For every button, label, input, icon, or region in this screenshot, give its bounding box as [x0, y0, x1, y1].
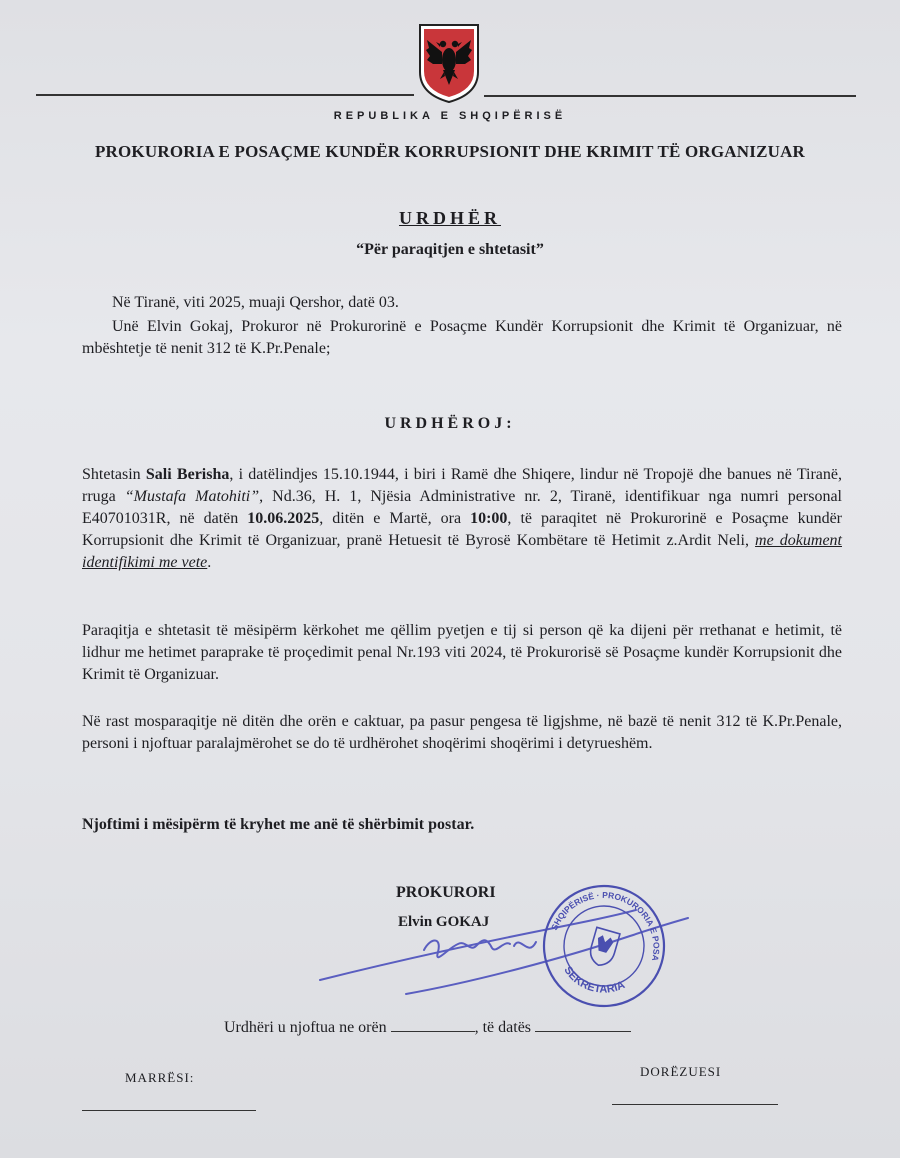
warning-paragraph: Në rast mosparaqitje në ditën dhe orën e caktuar, pa pasur pengesa të ligjshme, në bazë të nenit 312 të K.Pr.Penale, personi i njoftuar paralajmërohet se do të urdhërohet shoqërimi shoqërimi i detyrueshëm.: [82, 713, 842, 752]
purpose-paragraph: Paraqitja e shtetasit të mësipërm kërkohet me qëllim pyetjen e tij si person që ka dijeni për rrethanat e hetimit, të lidhur me hetimet paraprake të proçedimit penal Nr.193 viti 2024, të Prokurorisë së Posaçme kundër Korrupsionit dhe Krimit të Organizuar.: [82, 622, 842, 683]
order-paragraph: [82, 464, 842, 574]
notification-time-blank: [391, 1016, 475, 1032]
id-document-note: me dokument identifikimi me vete: [82, 532, 842, 571]
notification-text-date: , të datës: [474, 1019, 536, 1036]
prosecutor-name: Elvin GOKAJ: [398, 914, 490, 930]
stamp-top-text: SHQIPËRISË · PROKURORIA E POSAÇME: [549, 889, 662, 962]
republic-label: REPUBLIKA E SHQIPËRISË: [333, 110, 567, 122]
place-and-date: Në Tiranë, viti 2025, muaji Qershor, datë 03.: [112, 294, 399, 311]
postal-notice: Njoftimi i mësipërm të kryhet me anë të shërbimit postar.: [82, 816, 475, 833]
ordain-heading: URDHËROJ:: [384, 415, 516, 432]
deliverer-label: DORËZUESI: [640, 1064, 722, 1079]
street-name: “Mustafa Matohiti”: [124, 488, 260, 505]
order-text-part: , ditën e Martë, ora: [319, 510, 471, 527]
order-text-part: , Nd.36, H. 1, Njësia Administrative nr. 2, Tiranë, identifikuar nga numri personal E40701031R, në datën: [82, 488, 842, 527]
albanian-eagle-emblem-icon: [416, 22, 482, 104]
notification-date-blank: [535, 1016, 631, 1032]
receiver-signature-line: [82, 1110, 256, 1111]
appearance-time: 10:00: [470, 510, 508, 527]
deliverer-signature-line: [612, 1104, 778, 1105]
prosecutor-title: PROKURORI: [396, 884, 496, 901]
intro-paragraph: Unë Elvin Gokaj, Prokuror në Prokurorinë e Posaçme Kundër Korrupsionit dhe Krimit të Organizuar, në mbështetje të nenit 312 të K.Pr.Penale;: [82, 318, 842, 357]
appearance-date: 10.06.2025: [247, 510, 320, 527]
header-rule-left: [36, 94, 414, 96]
order-text-part: , të paraqitet në Prokurorinë e Posaçme kundër Korrupsionit dhe Krimit të Organizuar, pranë Hetuesit të Byrosë Kombëtare të Hetimit z.Ardit Neli,: [82, 510, 843, 549]
citizen-name: Sali Berisha: [145, 466, 230, 483]
notification-line: [224, 1016, 631, 1037]
stamp-bottom-text: SEKRETARIA: [561, 964, 627, 996]
notification-text-time: Urdhëri u njoftua ne orën: [224, 1019, 391, 1036]
header-rule-right: [484, 95, 856, 97]
document-title: URDHËR: [398, 208, 501, 228]
receiver-label: MARRËSI:: [125, 1070, 195, 1085]
order-text-part: , i datëlindjes 15.10.1944, i biri i Ramë dhe Shiqere, lindur në Tropojë dhe banues në Tiranë, rruga: [82, 466, 843, 505]
official-stamp: [530, 876, 675, 1011]
document-subtitle: “Për paraqitjen e shtetasit”: [356, 241, 544, 258]
institution-name: PROKURORIA E POSAÇME KUNDËR KORRUPSIONIT DHE KRIMIT TË ORGANIZUAR: [94, 142, 806, 161]
order-text-part: Shtetasin: [82, 466, 146, 483]
order-text-part: .: [207, 554, 212, 571]
